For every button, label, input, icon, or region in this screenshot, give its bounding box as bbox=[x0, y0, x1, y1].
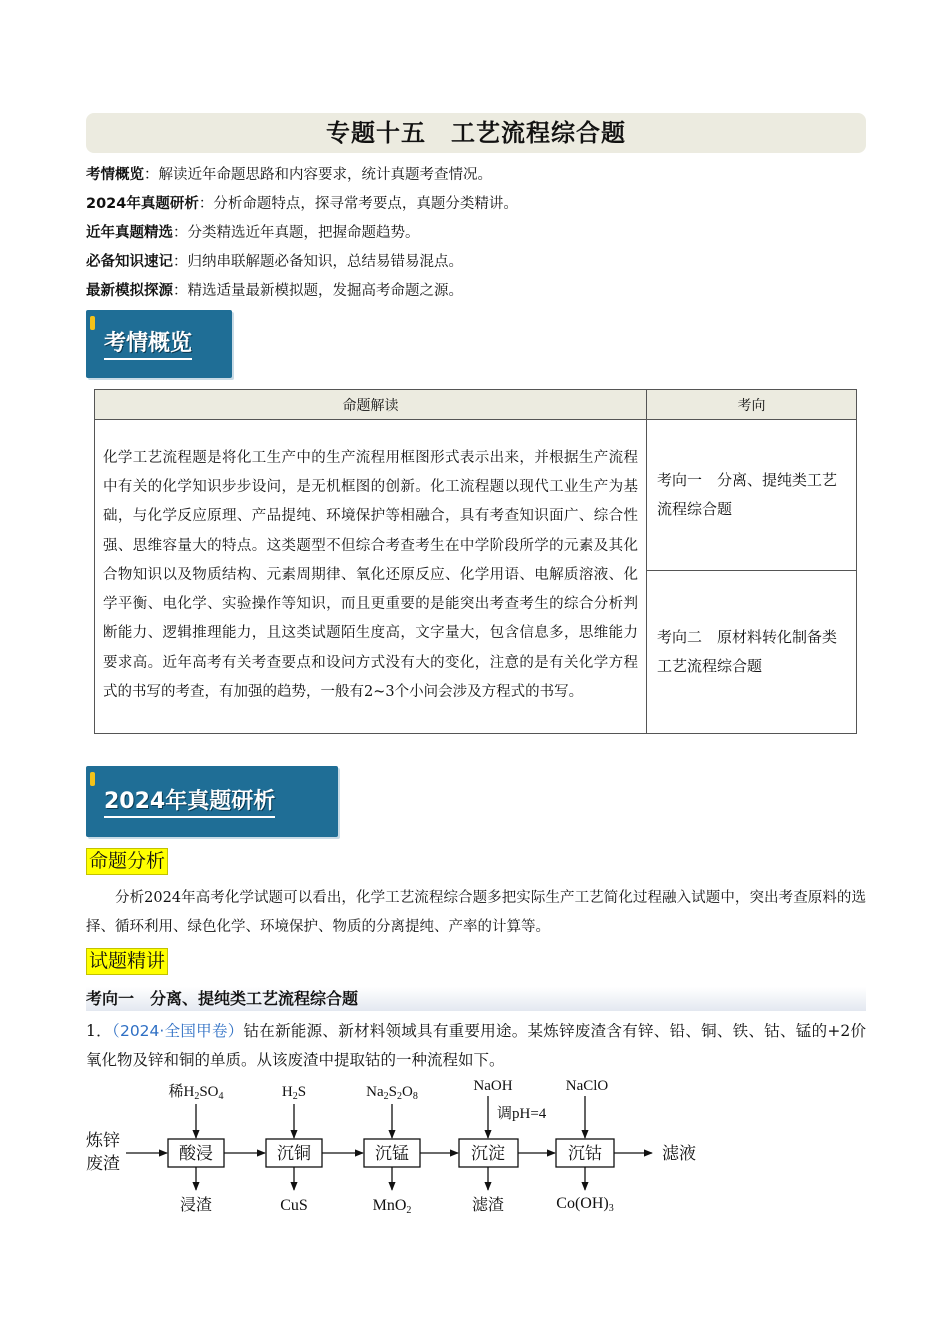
banner-title: 考情概览 bbox=[104, 326, 192, 360]
section-banner-overview bbox=[86, 310, 232, 378]
intro-label: 考情概览 bbox=[86, 167, 144, 183]
table-header-row bbox=[95, 390, 857, 420]
question-number: 1． bbox=[86, 1022, 112, 1040]
table-header: 考向 bbox=[647, 390, 857, 420]
flow-product-label: 滤渣 bbox=[471, 1197, 505, 1214]
intro-label: 近年真题精选 bbox=[86, 225, 173, 241]
flow-reagent-label: $H_2S$ bbox=[281, 1084, 307, 1102]
flow-product-label: CuS bbox=[280, 1197, 308, 1214]
intro-item bbox=[86, 164, 866, 193]
question-source: （2024·全国甲卷） bbox=[111, 1022, 244, 1040]
flow-product-label: Co(OH)3 bbox=[556, 1195, 614, 1214]
overview-table bbox=[94, 389, 857, 734]
table-cell-direction: 考向二 原材料转化制备类工艺流程综合题 bbox=[647, 571, 857, 734]
table-cell-direction: 考向一 分离、提纯类工艺流程综合题 bbox=[647, 420, 857, 571]
flow-reagent-label: $Na_2S_2O_8$ bbox=[366, 1084, 418, 1102]
highlight-heading: 命题分析 bbox=[86, 848, 168, 875]
page-title: 专题十五 工艺流程综合题 bbox=[326, 119, 626, 147]
intro-text: ：精选适量最新模拟题，发掘高考命题之源。 bbox=[173, 283, 463, 299]
process-flow-diagram bbox=[84, 1074, 724, 1220]
flow-input-label: 废渣 bbox=[86, 1154, 120, 1173]
banner-marker bbox=[90, 772, 95, 786]
intro-list bbox=[86, 164, 866, 309]
flow-reagent-label: NaClO bbox=[565, 1078, 609, 1094]
flow-reagent-label: NaOH bbox=[473, 1078, 513, 1094]
analysis-paragraph: 分析2024年高考化学试题可以看出，化学工艺流程综合题多把实际生产工艺简化过程融入试题中，突出考查原料的选择、循环利用、绿色化学、环境保护、物质的分离提纯、产率的计算等。 bbox=[86, 890, 866, 935]
flow-reagent-label: 稀$H_2SO_4$ bbox=[168, 1084, 224, 1102]
intro-item bbox=[86, 193, 866, 222]
section-banner-analysis bbox=[86, 766, 338, 837]
intro-item bbox=[86, 280, 866, 309]
intro-item bbox=[86, 222, 866, 251]
flow-ph-note: 调pH=4 bbox=[497, 1106, 547, 1122]
table-row bbox=[95, 420, 857, 571]
flow-product-label: MnO2 bbox=[372, 1197, 412, 1216]
flow-output-label: 滤液 bbox=[662, 1144, 696, 1163]
flow-product-label: 浸渣 bbox=[179, 1197, 213, 1214]
intro-label: 2024年真题研析 bbox=[86, 196, 199, 212]
intro-item bbox=[86, 251, 866, 280]
banner-marker bbox=[90, 316, 95, 330]
flow-step-label: 沉淀 bbox=[471, 1144, 505, 1163]
intro-label: 必备知识速记 bbox=[86, 254, 173, 270]
intro-text: ：解读近年命题思路和内容要求，统计真题考查情况。 bbox=[144, 167, 492, 183]
page-title-bar bbox=[86, 113, 866, 153]
flow-step-label: 沉铜 bbox=[277, 1144, 311, 1163]
intro-text: ：分析命题特点，探寻常考要点，真题分类精讲。 bbox=[198, 196, 518, 212]
question-text: 钴在新能源、新材料领域具有重要用途。某炼锌废渣含有锌、铅、铜、铁、钴、锰的+2价氧化物及锌和铜的单质。从该废渣中提取钴的一种流程如下。 bbox=[86, 1022, 866, 1069]
direction-heading: 考向一 分离、提纯类工艺流程综合题 bbox=[86, 987, 866, 1011]
intro-label: 最新模拟探源 bbox=[86, 283, 173, 299]
intro-text: ：分类精选近年真题，把握命题趋势。 bbox=[173, 225, 420, 241]
intro-text: ：归纳串联解题必备知识，总结易错易混点。 bbox=[173, 254, 463, 270]
table-header: 命题解读 bbox=[95, 390, 647, 420]
banner-title: 2024年真题研析 bbox=[104, 784, 275, 818]
flow-step-label: 沉锰 bbox=[375, 1144, 409, 1163]
flow-step-label: 酸浸 bbox=[179, 1144, 213, 1163]
flow-step-label: 沉钴 bbox=[568, 1144, 602, 1163]
question-paragraph bbox=[86, 1017, 866, 1075]
flow-input-label: 炼锌 bbox=[86, 1131, 120, 1150]
table-cell-reading: 化学工艺流程题是将化工生产中的生产流程用框图形式表示出来，并根据生产流程中有关的化学知识步步设问，是无机框图的创新。化工流程题以现代工业生产为基础，与化学反应原理、产品提纯、环境保护等相融合，具有考查知识面广、综合性强、思维容量大的特点。这类题型不但综合考查考生在中学阶段所学的元素及其化合物知识以及物质结构、元素周期律、氧化还原反应、化学用语、电解质溶液、化学平衡、电化学、实验操作等知识，而且更重要的是能突出考查考生的综合分析判断能力、逻辑推理能力，且这类试题陌生度高，文字量大，包含信息多，思维能力要求高。近年高考有关考查要点和设问方式没有大的变化，注意的是有关化学方程式的书写的考查，有加强的趋势，一般有2~3个小问会涉及方程式的书写。 bbox=[95, 420, 647, 734]
highlight-heading: 试题精讲 bbox=[86, 948, 168, 975]
